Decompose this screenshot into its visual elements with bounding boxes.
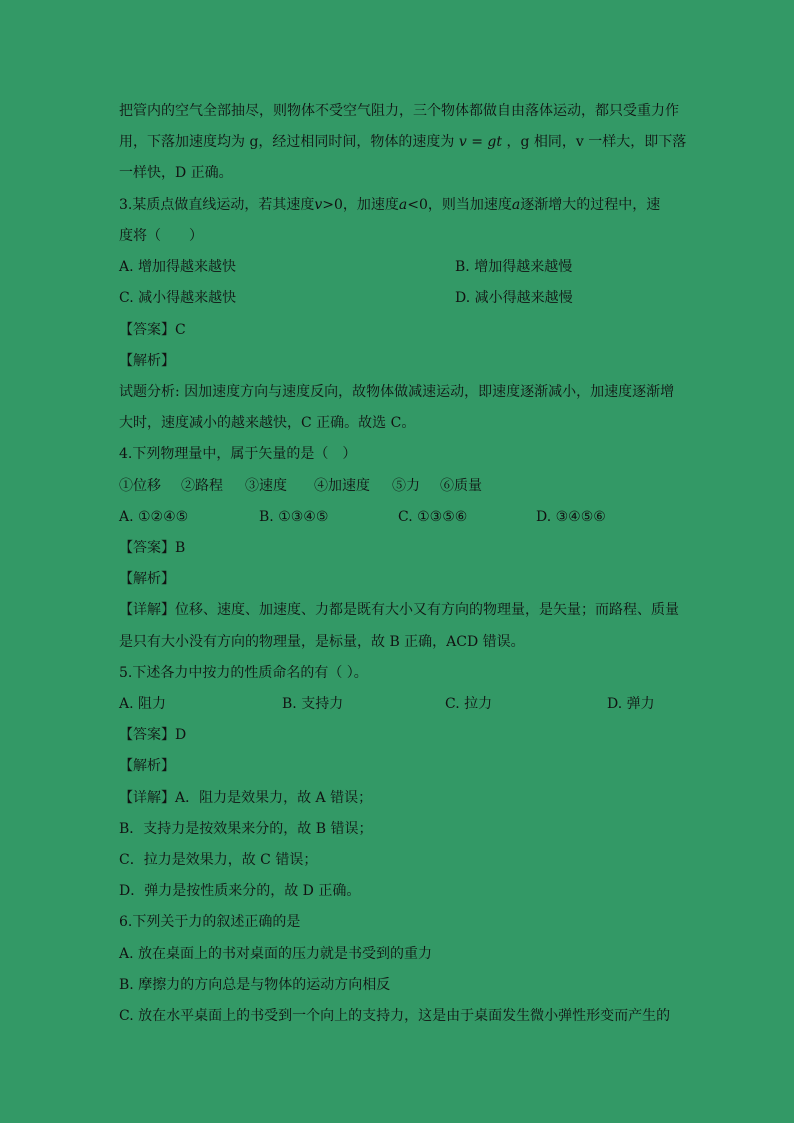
question-3-stem: 度将（ ） bbox=[119, 228, 203, 244]
formula: v = gt bbox=[458, 134, 503, 150]
q4-item: ⑤力 bbox=[392, 478, 420, 494]
q5-detail: D．弹力是按性质来分的，故 D 正确。 bbox=[119, 883, 361, 899]
prev-analysis-line bbox=[119, 132, 686, 152]
text-run: 逐渐增大的过程中，速 bbox=[520, 197, 661, 213]
q5-analysis-title: 【解析】 bbox=[119, 758, 175, 774]
q5-detail: 【详解】A．阻力是效果力，故 A 错误； bbox=[119, 790, 373, 806]
var-a: a bbox=[398, 197, 408, 213]
q4-item: ②路程 bbox=[181, 478, 223, 494]
q4-analysis-title: 【解析】 bbox=[119, 571, 175, 587]
q4-item: ①位移 bbox=[119, 478, 161, 494]
q4-option-c: C. ①③⑤⑥ bbox=[398, 509, 468, 525]
q5-option-a: A. 阻力 bbox=[119, 696, 167, 712]
q4-item: ③速度 bbox=[245, 478, 287, 494]
q3-analysis: 大时，速度减小的越来越快，C 正确。故选 C。 bbox=[119, 415, 416, 431]
question-6-stem: 6.下列关于力的叙述正确的是 bbox=[119, 914, 301, 930]
text-run: <0，则当加速度 bbox=[407, 197, 512, 213]
q3-answer: 【答案】C bbox=[119, 322, 186, 338]
var-v: v bbox=[314, 197, 323, 213]
q6-option-b: B. 摩擦力的方向总是与物体的运动方向相反 bbox=[119, 977, 391, 993]
q3-option-a: A. 增加得越来越快 bbox=[119, 259, 237, 275]
text-run: >0，加速度 bbox=[322, 197, 399, 213]
var-a: a bbox=[511, 197, 521, 213]
q4-item: ⑥质量 bbox=[440, 478, 482, 494]
q4-analysis: 是只有大小没有方向的物理量，是标量，故 B 正确，ACD 错误。 bbox=[119, 634, 525, 650]
prev-analysis-line: 把管内的空气全部抽尽，则物体不受空气阻力，三个物体都做自由落体运动，都只受重力作 bbox=[119, 103, 679, 119]
text-run: 3.某质点做直线运动，若其速度 bbox=[119, 197, 315, 213]
text-run: ，g 相同，v 一样大，即下落 bbox=[506, 134, 687, 150]
q3-analysis-title: 【解析】 bbox=[119, 353, 175, 369]
q5-option-d: D. 弹力 bbox=[607, 696, 655, 712]
q4-option-b: B. ①③④⑤ bbox=[259, 509, 329, 525]
q6-option-c: C. 放在水平桌面上的书受到一个向上的支持力，这是由于桌面发生微小弹性形变而产生的 bbox=[119, 1008, 671, 1024]
text-run: 用，下落加速度均为 g，经过相同时间，物体的速度为 bbox=[119, 134, 455, 150]
question-5-stem: 5.下述各力中按力的性质命名的有（ ）。 bbox=[119, 665, 368, 681]
q5-detail: B．支持力是按效果来分的，故 B 错误； bbox=[119, 821, 373, 837]
question-4-stem: 4.下列物理量中，属于矢量的是（ ） bbox=[119, 446, 357, 462]
q5-answer: 【答案】D bbox=[119, 727, 187, 743]
q3-option-d: D. 减小得越来越慢 bbox=[455, 290, 573, 306]
q5-option-b: B. 支持力 bbox=[282, 696, 344, 712]
q5-detail: C．拉力是效果力，故 C 错误； bbox=[119, 852, 318, 868]
q4-option-d: D. ③④⑤⑥ bbox=[536, 509, 606, 525]
q6-option-a: A. 放在桌面上的书对桌面的压力就是书受到的重力 bbox=[119, 946, 433, 962]
q3-analysis: 试题分析: 因加速度方向与速度反向，故物体做减速运动，即速度逐渐减小，加速度逐渐增 bbox=[119, 384, 675, 400]
q4-analysis: 【详解】位移、速度、加速度、力都是既有大小又有方向的物理量，是矢量；而路程、质量 bbox=[119, 602, 679, 618]
q4-item: ④加速度 bbox=[314, 478, 370, 494]
q4-answer: 【答案】B bbox=[119, 540, 186, 556]
q4-option-a: A. ①②④⑤ bbox=[119, 509, 189, 525]
q5-option-c: C. 拉力 bbox=[445, 696, 493, 712]
prev-analysis-line: 一样快，D 正确。 bbox=[119, 165, 233, 181]
q3-option-b: B. 增加得越来越慢 bbox=[455, 259, 573, 275]
question-3-stem bbox=[119, 195, 660, 215]
q3-option-c: C. 减小得越来越快 bbox=[119, 290, 237, 306]
